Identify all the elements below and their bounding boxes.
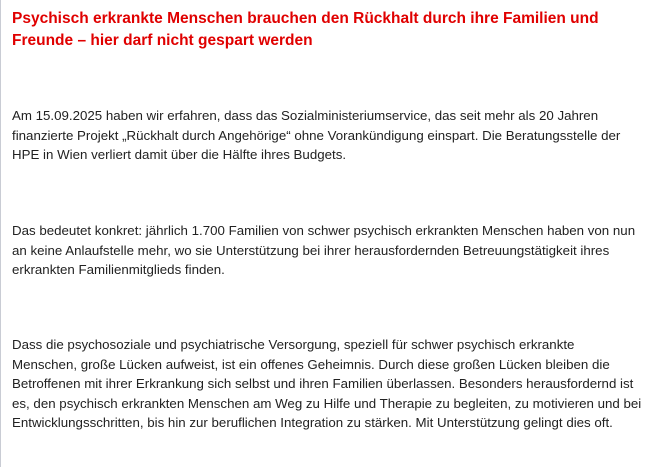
page-edge-divider <box>0 0 1 467</box>
paragraph-funding-cut: Am 15.09.2025 haben wir erfahren, dass das Sozialministeriumservice, das seit mehr als 20 Jahren finanzierte Projekt „Rückhalt durch Angehörige“ ohne Vorankündigung einspart. Die Beratungsstelle der HPE in Wien verliert damit über die Hälfte ihres Budgets. <box>12 108 621 162</box>
paragraph-consequences: Das bedeutet konkret: jährlich 1.700 Familien von schwer psychisch erkrankten Menschen haben von nun an keine Anlaufstelle mehr, wo sie Unterstützung bei ihrer herausfordernden Betreuungstätigkeit ihres erkrankten Familienmitglieds finden. <box>12 223 636 277</box>
document-body <box>12 8 642 430</box>
document-headline: Psychisch erkrankte Menschen brauchen den Rückhalt durch ihre Familien und Freunde – hier darf nicht gespart werden <box>12 10 599 49</box>
paragraph-care-gaps: Dass die psychosoziale und psychiatrische Versorgung, speziell für schwer psychisch erkrankte Menschen, große Lücken aufweist, ist ein offenes Geheimnis. Durch diese großen Lücken bleiben die Betroffenen mit ihrer Erkrankung sich selbst und ihren Familien überlassen. Besonders herausfordernd ist es, den psychisch erkrankten Menschen am Weg zu Hilfe und Therapie zu begleiten, zu motivieren und bei Entwicklungsschritten, bis hin zur beruflichen Integration zu stärken. Mit Unterstützung gelingt dies oft. <box>12 337 642 430</box>
